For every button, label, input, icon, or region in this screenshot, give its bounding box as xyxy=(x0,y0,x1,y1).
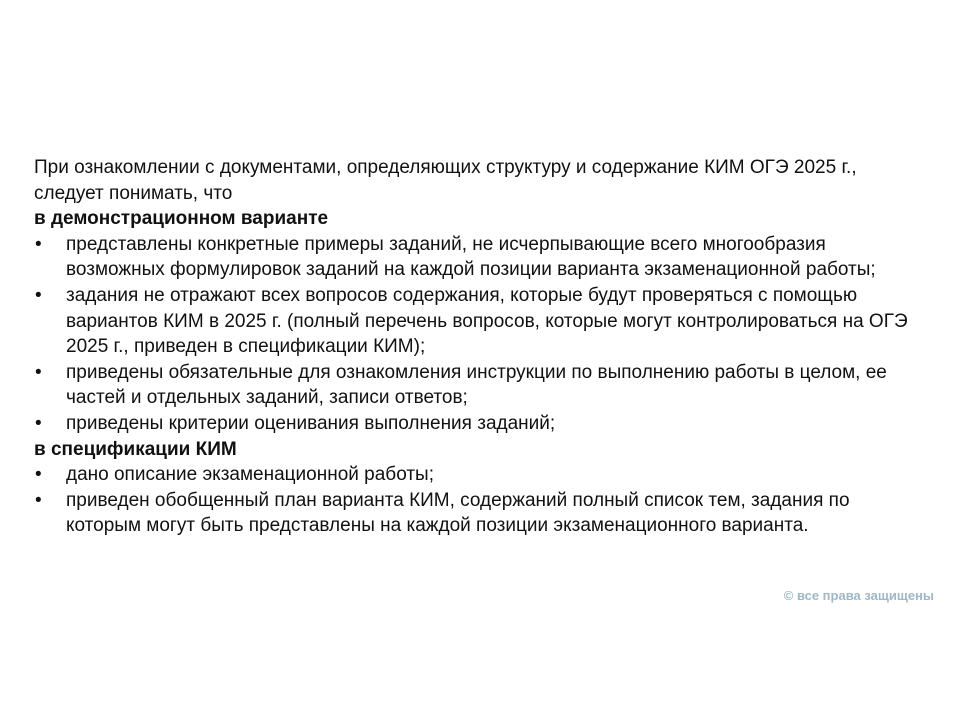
list-item xyxy=(34,283,914,360)
bullet-icon: • xyxy=(35,361,42,383)
intro-paragraph: При ознакомлении с документами, определяющих структуру и содержание КИМ ОГЭ 2025 г., следует понимать, что xyxy=(34,157,857,204)
list-item xyxy=(34,360,914,411)
list-item-text: задания не отражают всех вопросов содержания, которые будут проверяться с помощью вариантов КИМ в 2025 г. (полный перечень вопросов, которые могут контролироваться на ОГЭ 2025 г., приведен в спецификации КИМ); xyxy=(66,284,908,358)
section-heading-demo: в демонстрационном варианте xyxy=(34,208,329,230)
list-item-text: представлены конкретные примеры заданий, не исчерпывающие всего многообразия возможных формулировок заданий на каждой позиции варианта экзаменационной работы; xyxy=(66,233,876,281)
bullet-icon: • xyxy=(35,489,42,511)
list-item xyxy=(34,411,914,437)
list-item-text: приведены критерии оценивания выполнения заданий; xyxy=(66,412,556,434)
bullet-icon: • xyxy=(35,412,42,434)
spec-list xyxy=(34,462,914,539)
list-item xyxy=(34,232,914,283)
list-item xyxy=(34,488,914,539)
copyright-watermark: © все права защищены xyxy=(783,588,934,603)
demo-list xyxy=(34,232,914,437)
section-heading-spec: в спецификации КИМ xyxy=(34,438,237,460)
bullet-icon: • xyxy=(35,464,42,486)
bullet-icon: • xyxy=(35,284,42,306)
list-item xyxy=(34,462,914,488)
list-item-text: приведен обобщенный план варианта КИМ, содержаний полный список тем, задания по которым могут быть представлены на каждой позиции экзаменационного варианта. xyxy=(66,489,850,537)
list-item-text: приведены обязательные для ознакомления инструкции по выполнению работы в целом, ее частей и отдельных заданий, записи ответов; xyxy=(66,361,887,409)
bullet-icon: • xyxy=(35,233,42,255)
list-item-text: дано описание экзаменационной работы; xyxy=(66,464,434,486)
document-body xyxy=(34,155,914,539)
